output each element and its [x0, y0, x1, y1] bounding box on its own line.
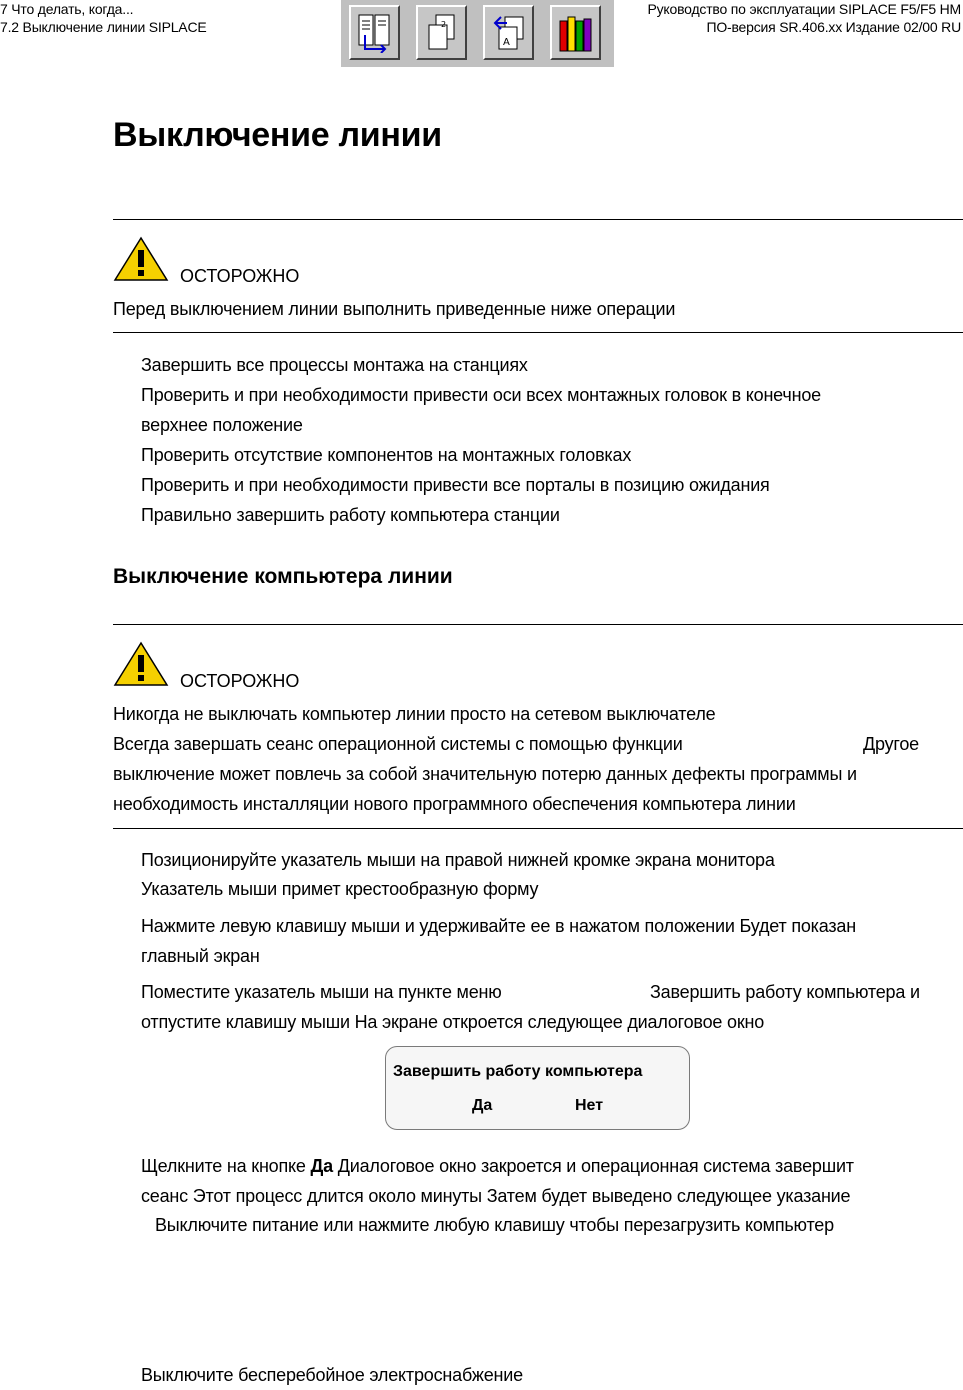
step-item-continued: главный экран [141, 946, 260, 966]
step-item-continued: верхнее положение [141, 415, 303, 435]
yes-button[interactable]: Да [472, 1097, 493, 1114]
step-item: Нажмите левую клавишу мыши и удерживайте ее в нажатом положении Будет показан [141, 916, 856, 936]
divider [113, 219, 963, 220]
warning-icon [113, 236, 169, 282]
warning-text: выключение может повлечь за собой значительную потерю данных дефекты программы и [113, 764, 857, 784]
nav-toolbar [341, 0, 614, 67]
warning-label: ОСТОРОЖНО [180, 671, 300, 691]
pages-button[interactable] [416, 5, 467, 60]
step-item-continued: сеанс Этот процесс длится около минуты Затем будет выведено следующее указание [141, 1186, 851, 1206]
pages-icon [424, 13, 460, 53]
step-item: Поместите указатель мыши на пункте меню [141, 982, 502, 1002]
step-text: Диалоговое окно закроется и операционная система завершит [332, 1156, 854, 1176]
divider [113, 624, 963, 625]
step-item: Проверить и при необходимости привести оси всех монтажных головок в конечное [141, 385, 821, 405]
header-section: 7.2 Выключение линии SIPLACE [0, 19, 207, 35]
step-item: Правильно завершить работу компьютера станции [141, 505, 560, 525]
step-item [141, 1151, 854, 1181]
step-item: Позиционируйте указатель мыши на правой нижней кромке экрана монитора [141, 850, 775, 870]
divider [113, 332, 963, 333]
step-item-continued: отпустите клавишу мыши На экране откроется следующее диалоговое окно [141, 1012, 765, 1032]
warning-text: Всегда завершать сеанс операционной системы с помощью функции [113, 734, 683, 754]
back-icon [491, 13, 527, 53]
library-button[interactable] [550, 5, 601, 60]
page-title: Выключение линии [113, 116, 442, 154]
contents-icon [357, 13, 393, 53]
step-item: Выключите бесперебойное электроснабжение [141, 1365, 523, 1385]
svg-text:2: 2 [441, 20, 447, 29]
step-text: Щелкните на кнопке [141, 1156, 311, 1176]
section-title: Выключение компьютера линии [113, 565, 453, 588]
warning-text: необходимость инсталляции нового программного обеспечения компьютера линии [113, 794, 796, 814]
header-version: ПО-версия SR.406.xx Издание 02/00 RU [706, 19, 961, 35]
library-icon [558, 13, 594, 53]
header-chapter: 7 Что делать, когда... [0, 1, 134, 17]
step-result: Указатель мыши примет крестообразную форму [141, 879, 539, 899]
shutdown-dialog [385, 1046, 690, 1130]
warning-text: Никогда не выключать компьютер линии просто на сетевом выключателе [113, 704, 716, 724]
yes-reference: Да [310, 1156, 333, 1176]
system-message: Выключите питание или нажмите любую клавишу чтобы перезагрузить компьютер [155, 1215, 834, 1235]
divider [113, 828, 963, 829]
header-manual: Руководство по эксплуатации SIPLACE F5/F5 HM [647, 1, 961, 17]
warning-text: Перед выключением линии выполнить приведенные ниже операции [113, 299, 676, 319]
step-item: Проверить и при необходимости привести все порталы в позицию ожидания [141, 475, 770, 495]
warning-icon [113, 641, 169, 687]
back-button[interactable] [483, 5, 534, 60]
step-item: Завершить все процессы монтажа на станциях [141, 355, 528, 375]
no-button[interactable]: Нет [575, 1097, 604, 1114]
warning-text: Другое [863, 734, 919, 754]
step-item: Завершить работу компьютера и [650, 982, 920, 1002]
svg-text:A: A [503, 37, 510, 48]
dialog-title: Завершить работу компьютера [393, 1063, 643, 1080]
step-item: Проверить отсутствие компонентов на монтажных головках [141, 445, 632, 465]
warning-label: ОСТОРОЖНО [180, 266, 300, 286]
contents-button[interactable] [349, 5, 400, 60]
